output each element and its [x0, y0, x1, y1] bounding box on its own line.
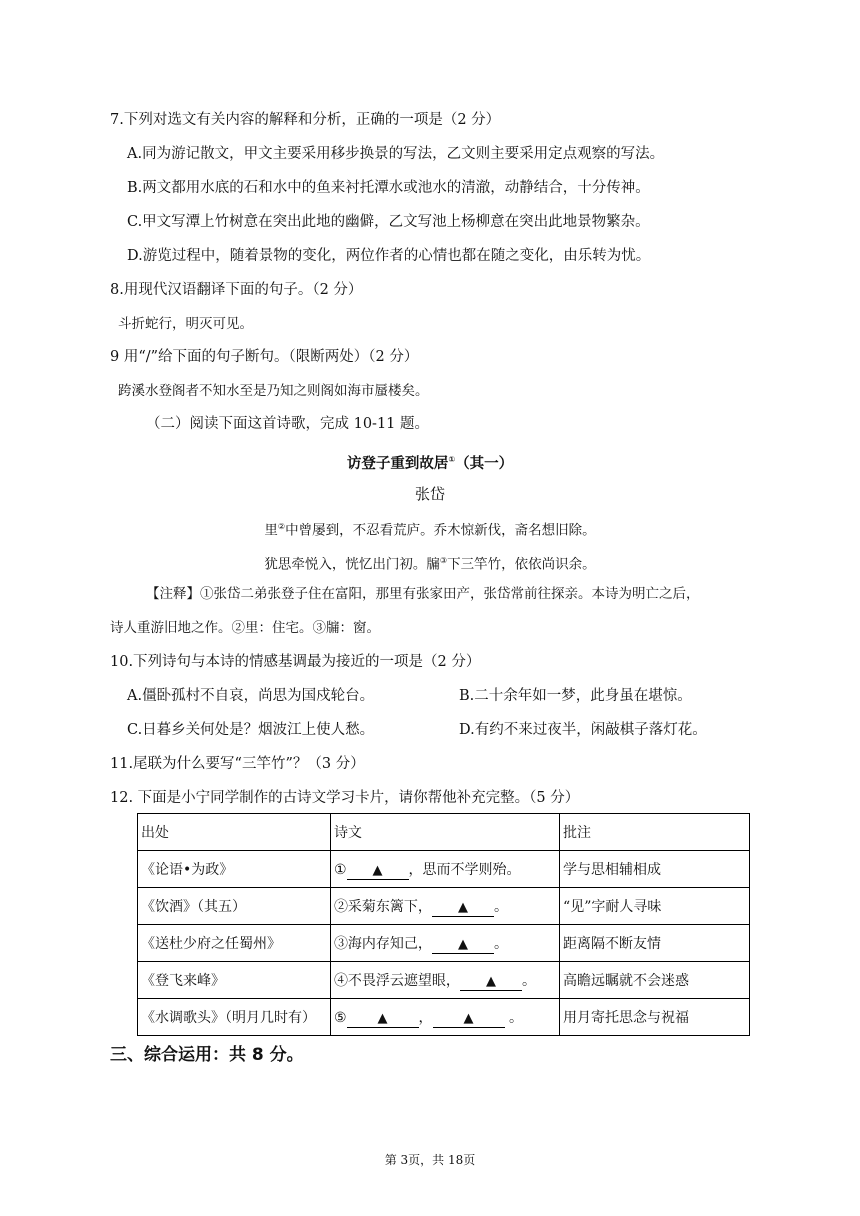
- row-text-suffix: 。: [493, 898, 508, 915]
- row-source: 《水调歌头》（明月几时有）: [138, 999, 331, 1036]
- answer-blank[interactable]: [347, 862, 409, 880]
- row-source: 《登飞来峰》: [138, 962, 331, 999]
- table-row: [138, 888, 750, 925]
- poem-line-2-rest: 下三竿竹，依依尚识余。: [447, 556, 596, 573]
- triangle-icon: ▲: [457, 899, 468, 915]
- triangle-icon: ▲: [485, 973, 496, 989]
- answer-blank[interactable]: [432, 899, 494, 917]
- q8-sentence: 斗折蛇行，明灭可见。: [118, 316, 253, 332]
- q10-option-c: C.日暮乡关何处是？烟波江上使人愁。: [127, 722, 375, 738]
- answer-blank[interactable]: [347, 1010, 419, 1028]
- header-source: 出处: [138, 814, 331, 851]
- part3-heading: 三、综合运用：共 8 分。: [110, 1045, 304, 1065]
- page-footer: 第 3页，共 18页: [384, 1153, 476, 1167]
- header-text: 诗文: [330, 814, 559, 851]
- table-header-row: [138, 814, 750, 851]
- row-text-prefix: ④不畏浮云遮望眼，: [333, 972, 460, 989]
- q10-option-d: D.有约不来过夜半，闲敲棋子落灯花。: [459, 722, 707, 738]
- row-text-suffix: ，思而不学则殆。: [408, 861, 521, 878]
- poem-title: [0, 450, 860, 474]
- row-text: [330, 851, 559, 888]
- poem-line-1-rest: 中曾屡到，不忍看荒庐。乔木惊新伐，斋名想旧除。: [285, 522, 596, 539]
- table-row: [138, 925, 750, 962]
- row-source: 《饮酒》（其五）: [138, 888, 331, 925]
- q7-stem: 7.下列对选文有关内容的解释和分析，正确的一项是（2 分）: [110, 112, 501, 128]
- row-text: [330, 999, 559, 1036]
- row-text-suffix: 。: [504, 1009, 523, 1026]
- row-text-prefix: ③海内存知己，: [333, 935, 432, 952]
- answer-blank[interactable]: [432, 936, 494, 954]
- q7-option-c: C.甲文写潭上竹树意在突出此地的幽僻，乙文写池上杨柳意在突出此地景物繁杂。: [127, 214, 650, 230]
- poem-line-2-start: 犹思牵悦入，恍忆出门初。牖: [264, 556, 440, 573]
- poem-line-1-start: 里: [264, 522, 278, 539]
- q11-stem: 11.尾联为什么要写“三竿竹”？（3 分）: [110, 756, 365, 772]
- answer-blank[interactable]: [460, 973, 522, 991]
- poem-line-2-footnote: ③: [439, 556, 448, 565]
- poem-author: 张岱: [414, 485, 445, 503]
- row-text: [330, 962, 559, 999]
- row-text-prefix: ⑤: [333, 1009, 347, 1026]
- row-text-suffix: 。: [521, 972, 536, 989]
- poem-title-suffix-text: （其一）: [455, 455, 514, 472]
- q7-option-d: D.游览过程中，随着景物的变化，两位作者的心情也都在随之变化，由乐转为忧。: [127, 248, 651, 264]
- triangle-icon: ▲: [372, 862, 383, 878]
- row-source: 《送杜少府之任蜀州》: [138, 925, 331, 962]
- header-comment: 批注: [560, 814, 750, 851]
- row-text-prefix: ②采菊东篱下，: [333, 898, 432, 915]
- poem-title-text: 访登子重到故居: [346, 455, 449, 472]
- table-row: [138, 999, 750, 1036]
- table-row: [138, 851, 750, 888]
- poem-line-1: [0, 517, 860, 541]
- triangle-icon: ▲: [377, 1010, 388, 1026]
- row-source: 《论语•为政》: [138, 851, 331, 888]
- row-text-prefix: ①: [333, 861, 347, 878]
- q7-option-a: A.同为游记散文，甲文主要采用移步换景的写法，乙文则主要采用定点观察的写法。: [127, 146, 665, 162]
- row-comment: 学与思相辅相成: [560, 851, 750, 888]
- q9-stem: 9 用“/”给下面的句子断句。（限断两处）（2 分）: [110, 349, 419, 365]
- q10-option-b: B.二十余年如一梦，此身虽在堪惊。: [459, 688, 692, 704]
- q12-stem: 12. 下面是小宁同学制作的古诗文学习卡片，请你帮他补充完整。（5 分）: [110, 790, 580, 806]
- triangle-icon: ▲: [457, 936, 468, 952]
- poem-title-footnote: ①: [448, 455, 456, 464]
- row-text: [330, 925, 559, 962]
- poem-line-1-footnote: ②: [277, 522, 286, 531]
- row-comment: 高瞻远瞩就不会迷惑: [560, 962, 750, 999]
- triangle-icon: ▲: [463, 1010, 474, 1026]
- poem-line-2: [0, 551, 860, 575]
- row-comment: 距离隔不断友情: [560, 925, 750, 962]
- q10-option-a: A.僵卧孤村不自哀，尚思为国戍轮台。: [127, 688, 375, 704]
- q7-option-b: B.两文都用水底的石和水中的鱼来衬托潭水或池水的清澈，动静结合，十分传神。: [127, 180, 650, 196]
- note-line-2: 诗人重游旧地之作。②里：住宅。③牖：窗。: [110, 620, 380, 636]
- part2-intro: （二）阅读下面这首诗歌，完成 10-11 题。: [146, 416, 430, 432]
- study-card-table: [137, 813, 750, 1036]
- q8-stem: 8.用现代汉语翻译下面的句子。（2 分）: [110, 282, 363, 298]
- row-text: [330, 888, 559, 925]
- q9-sentence: 跨溪水登阁者不知水至是乃知之则阁如海市蜃楼矣。: [118, 383, 429, 399]
- row-text-suffix: 。: [493, 935, 508, 952]
- answer-blank[interactable]: [433, 1010, 505, 1028]
- row-text-middle: ，: [418, 1009, 433, 1026]
- note-line-1: 【注释】①张岱二弟张登子住在富阳，那里有张家田产，张岱常前往探亲。本诗为明亡之后，: [146, 586, 700, 602]
- table-row: [138, 962, 750, 999]
- q10-stem: 10.下列诗句与本诗的情感基调最为接近的一项是（2 分）: [110, 654, 481, 670]
- row-comment: 用月寄托思念与祝福: [560, 999, 750, 1036]
- row-comment: “见”字耐人寻味: [560, 888, 750, 925]
